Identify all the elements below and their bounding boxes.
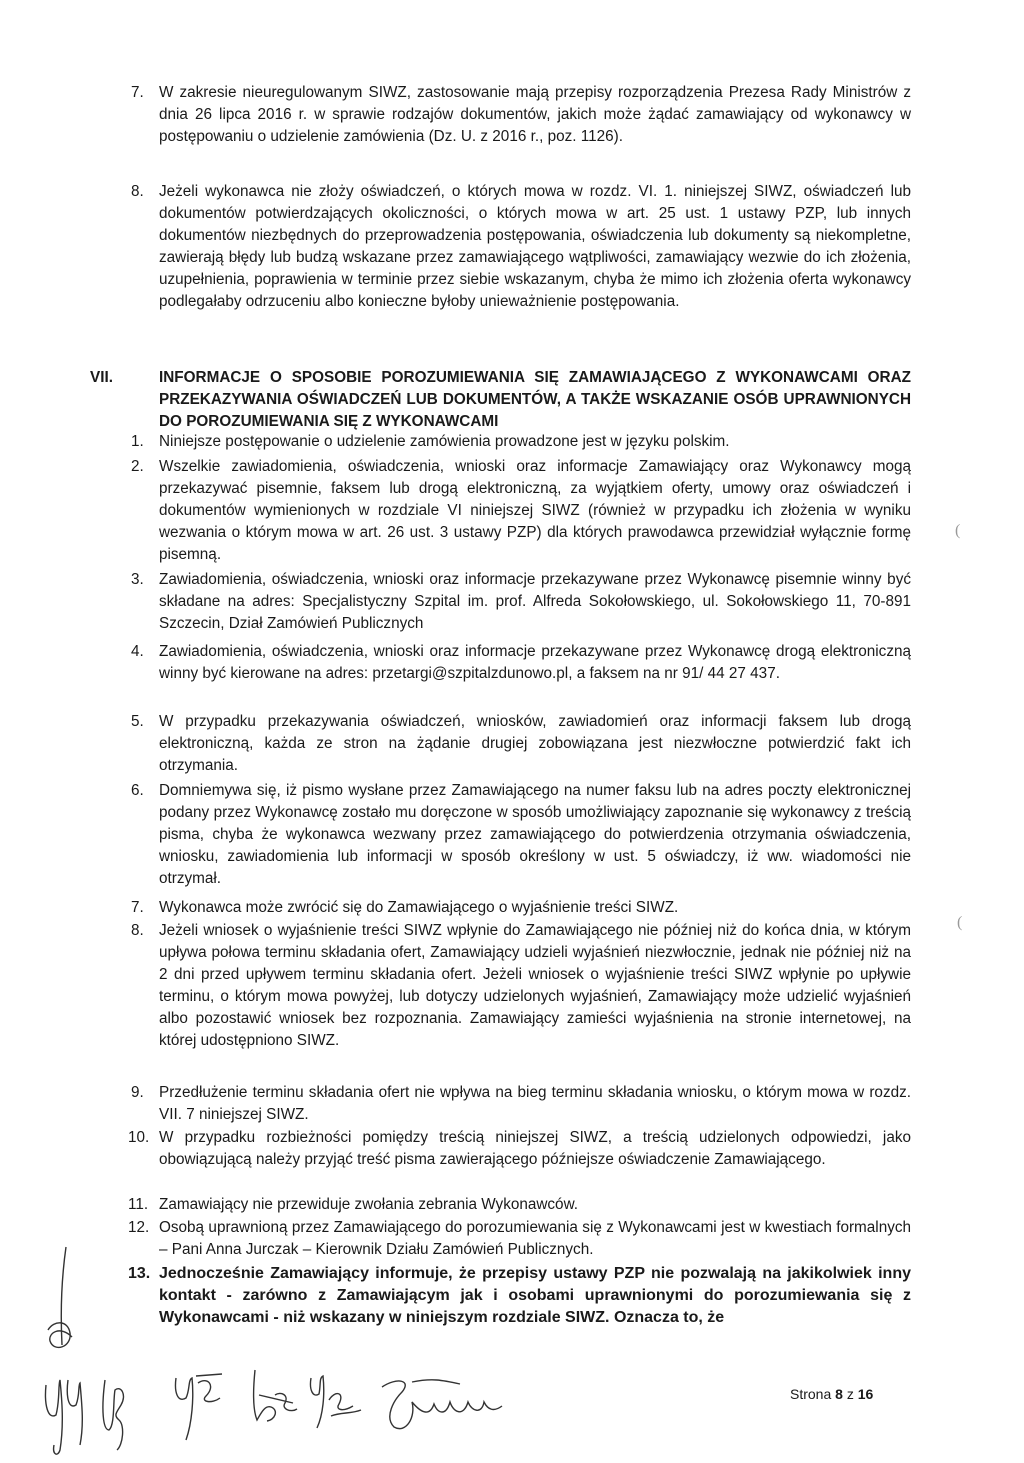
item-text: W przypadku rozbieżności pomiędzy treścią niniejszej SIWZ, a treścią udzielonych odpowiedzi, jako obowiązującą należy przyjąć treść pisma zawierającego późniejsze oświadczenie Zamawiającego.	[159, 1129, 911, 1168]
item-text: Jeżeli wniosek o wyjaśnienie treści SIWZ wpłynie do Zamawiającego nie później niż do końca dnia, w którym upływa połowa terminu składania ofert, Zamawiający udzieli wyjaśnień niezwłocznie, jednak nie później niż na 2 dni przed upływem terminu składania ofert. Jeżeli wniosek o wyjaśnienie treści SIWZ wpłynie po upływie terminu, o którym mowa powyżej, lub dotyczy udzielonych wyjaśnień, Zamawiający może udzielić wyjaśnień albo pozostawić wniosek bez rozpoznania. Zamawiający zamieści wyjaśnienia na stronie internetowej, na której udostępniono SIWZ.	[159, 922, 911, 1049]
item-number: 1.	[131, 433, 144, 450]
list-item-6	[131, 780, 911, 890]
item-number: 2.	[131, 458, 144, 475]
signature-5	[305, 1370, 365, 1435]
signature-4	[245, 1365, 300, 1435]
item-number: 8.	[131, 922, 144, 939]
item-number: 13.	[128, 1265, 151, 1282]
item-number: 7.	[131, 899, 144, 916]
signature-2	[95, 1370, 135, 1455]
section-heading	[90, 367, 911, 433]
list-item-12	[128, 1217, 911, 1261]
list-item-2	[131, 456, 911, 566]
item-number: 10.	[128, 1129, 150, 1146]
item-text: Jeżeli wykonawca nie złoży oświadczeń, o których mowa w rozdz. VI. 1. niniejszej SIWZ, oświadczeń lub dokumentów potwierdzających okoliczności, o których mowa w art. 25 ust. 1 ustawy PZP, lub innych dokumentów niezbędnych do przeprowadzenia postępowania, oświadczenia lub dokumenty są niekompletne, zawierają błędy lub budzą wskazane przez zamawiającego wątpliwości, zamawiający wezwie do ich złożenia, uzupełnienia, poprawienia w terminie przez siebie wskazanym, chyba że mimo ich złożenia oferta wykonawcy podlegałaby odrzuceniu albo konieczne byłoby unieważnienie postępowania.	[159, 183, 911, 310]
item-text: Domniemywa się, iż pismo wysłane przez Zamawiającego na numer faksu lub na adres poczty elektronicznej podany przez Wykonawcę zostało mu doręczone w sposób umożliwiający zapoznanie się wykonawcy z treścią pisma, chyba że wykonawca wezwany przez zamawiającego do potwierdzenia otrzymania oświadczenia, wniosku, zawiadomienia lub informacji w sposób określony w ust. 5 oświadczy, iż ww. wiadomości nie otrzymał.	[159, 782, 911, 887]
list-item-3	[131, 569, 911, 635]
page-number	[790, 1383, 873, 1405]
list-item-top-7	[131, 82, 911, 148]
item-number: 9.	[131, 1084, 144, 1101]
item-text: Zamawiający nie przewiduje zwołania zebrania Wykonawców.	[159, 1196, 579, 1213]
item-text: Przedłużenie terminu składania ofert nie wpływa na bieg terminu składania wniosku, o którym mowa w rozdz. VII. 7 niniejszej SIWZ.	[159, 1084, 911, 1123]
item-text: Wszelkie zawiadomienia, oświadczenia, wnioski oraz informacje Zamawiający oraz Wykonawcy mogą przekazywać pisemnie, faksem lub drogą elektroniczną, za wyjątkiem oferty, umowy oraz oświadczeń i dokumentów wymienionych w rozdziale VI niniejszej SIWZ (również w przypadku ich złożenia w wyniku wezwania o którym mowa w art. 26 ust. 3 ustawy PZP) dla których prawodawca przewidział wyłącznie formę pisemną.	[159, 458, 911, 563]
list-item-9	[131, 1082, 911, 1126]
item-number: 11.	[128, 1196, 149, 1213]
item-text: Osobą uprawnioną przez Zamawiającego do porozumiewania się z Wykonawcami jest w kwestiach formalnych – Pani Anna Jurczak – Kierownik Działu Zamówień Publicznych.	[159, 1219, 911, 1258]
signature-6	[372, 1372, 517, 1442]
item-text: Zawiadomienia, oświadczenia, wnioski oraz informacje przekazywane przez Wykonawcę drogą elektroniczną winny być kierowane na adres: przetargi@szpitalzdunowo.pl, a faksem na nr 91/ 44 27 437.	[159, 643, 911, 682]
page-label: Strona	[790, 1386, 832, 1402]
item-number: 8.	[131, 183, 144, 200]
signature-margin	[40, 1245, 80, 1360]
list-item-1	[131, 431, 911, 453]
list-item-11	[128, 1194, 911, 1216]
list-item-10	[128, 1127, 911, 1171]
item-text: W zakresie nieuregulowanym SIWZ, zastosowanie mają przepisy rozporządzenia Prezesa Rady Ministrów z dnia 26 lipca 2016 r. w sprawie rodzajów dokumentów, jakich może żądać zamawiający od wykonawcy w postępowaniu o udzielenie zamówienia (Dz. U. z 2016 r., poz. 1126).	[159, 84, 911, 145]
item-text: Niniejsze postępowanie o udzielenie zamówienia prowadzone jest w języku polskim.	[159, 433, 730, 450]
margin-mark: (	[955, 522, 961, 539]
current-page: 8	[835, 1386, 843, 1402]
list-item-7	[131, 897, 911, 919]
item-text: W przypadku przekazywania oświadczeń, wniosków, zawiadomień oraz informacji faksem lub drogą elektroniczną, każda ze stron na żądanie drugiej zobowiązana jest niezwłoczne potwierdzić fakt ich otrzymania.	[159, 713, 911, 774]
signature-3	[168, 1368, 228, 1448]
list-item-5	[131, 711, 911, 777]
list-item-13	[128, 1263, 911, 1329]
item-text: Zawiadomienia, oświadczenia, wnioski oraz informacje przekazywane przez Wykonawcę pisemnie winny być składane na adres: Specjalistyczny Szpital im. prof. Alfreda Sokołowskiego, ul. Sokołowskiego 11, 70-891 Szczecin, Dział Zamówień Publicznych	[159, 571, 911, 632]
item-text: Wykonawca może zwrócić się do Zamawiającego o wyjaśnienie treści SIWZ.	[159, 899, 679, 916]
item-number: 12.	[128, 1219, 150, 1236]
item-number: 3.	[131, 571, 144, 588]
section-title: INFORMACJE O SPOSOBIE POROZUMIEWANIA SIĘ ZAMAWIAJĄCEGO Z WYKONAWCAMI ORAZ PRZEKAZYWANIA OŚWIADCZEŃ LUB DOKUMENTÓW, A TAKŻE WSKAZANIE OSÓB UPRAWNIONYCH DO POROZUMIEWANIA SIĘ Z WYKONAWCAMI	[159, 369, 911, 430]
list-item-4	[131, 641, 911, 685]
item-number: 6.	[131, 782, 144, 799]
page-sep: z	[846, 1386, 854, 1402]
item-number: 4.	[131, 643, 144, 660]
item-text: Jednocześnie Zamawiający informuje, że przepisy ustawy PZP nie pozwalają na jakikolwiek inny kontakt - zarówno z Zamawiającym jak i osobami uprawnionymi do porozumiewania się z Wykonawcami - niż wskazany w niniejszym rozdziale SIWZ. Oznacza to, że	[159, 1265, 911, 1326]
list-item-top-8	[131, 181, 911, 313]
list-item-8	[131, 920, 911, 1052]
signature-1	[38, 1365, 90, 1460]
total-pages: 16	[857, 1386, 874, 1402]
section-number: VII.	[90, 369, 113, 386]
item-number: 5.	[131, 713, 144, 730]
margin-mark: (	[957, 914, 963, 931]
item-number: 7.	[131, 84, 144, 101]
